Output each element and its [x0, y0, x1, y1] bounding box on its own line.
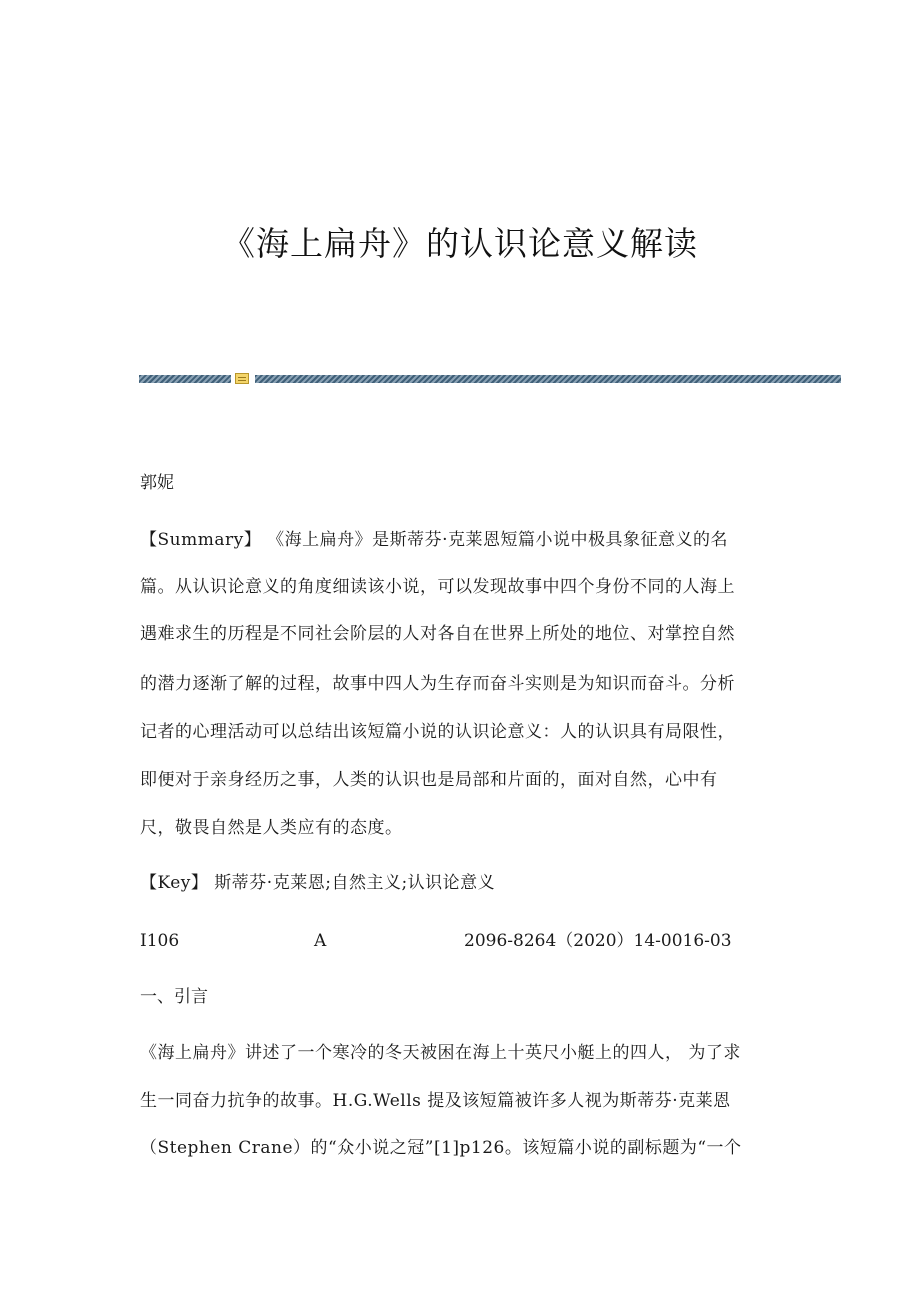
- document-icon: [235, 373, 249, 384]
- body-line: 《海上扁舟》讲述了一个寒冷的冬天被困在海上十英尺小艇上的四人， 为了求: [140, 1043, 741, 1063]
- divider-bar-right: [255, 375, 841, 383]
- summary-line: 即便对于亲身经历之事，人类的认识也是局部和片面的，面对自然，心中有: [140, 770, 718, 790]
- keywords-line: 【Key】 斯蒂芬·克莱恩;自然主义;认识论意义: [140, 873, 496, 893]
- summary-line: 的潜力逐渐了解的过程，故事中四人为生存而奋斗实则是为知识而奋斗。分析: [140, 674, 735, 694]
- divider-bar-left: [139, 375, 231, 383]
- title-divider: [139, 374, 841, 384]
- summary-line: 【Summary】 《海上扁舟》是斯蒂芬·克莱恩短篇小说中极具象征意义的名: [140, 530, 729, 550]
- clc-number: I106: [140, 931, 180, 951]
- summary-line: 尺，敬畏自然是人类应有的态度。: [140, 818, 403, 838]
- document-code: A: [314, 931, 327, 951]
- summary-line: 篇。从认识论意义的角度细读该小说，可以发现故事中四个身份不同的人海上: [140, 577, 735, 597]
- section-heading: 一、引言: [140, 987, 208, 1007]
- article-id: 2096-8264（2020）14-0016-03: [464, 931, 732, 951]
- summary-line: 遇难求生的历程是不同社会阶层的人对各自在世界上所处的地位、对掌控自然: [140, 624, 735, 644]
- author-name: 郭妮: [140, 473, 174, 493]
- body-line: 生一同奋力抗争的故事。H.G.Wells 提及该短篇被许多人视为斯蒂芬·克莱恩: [140, 1091, 731, 1111]
- document-title: 《海上扁舟》的认识论意义解读: [222, 224, 698, 263]
- body-line: （Stephen Crane）的“众小说之冠”[1]p126。该短篇小说的副标题为“一个: [140, 1138, 742, 1158]
- summary-line: 记者的心理活动可以总结出该短篇小说的认识论意义：人的认识具有局限性，: [140, 722, 735, 742]
